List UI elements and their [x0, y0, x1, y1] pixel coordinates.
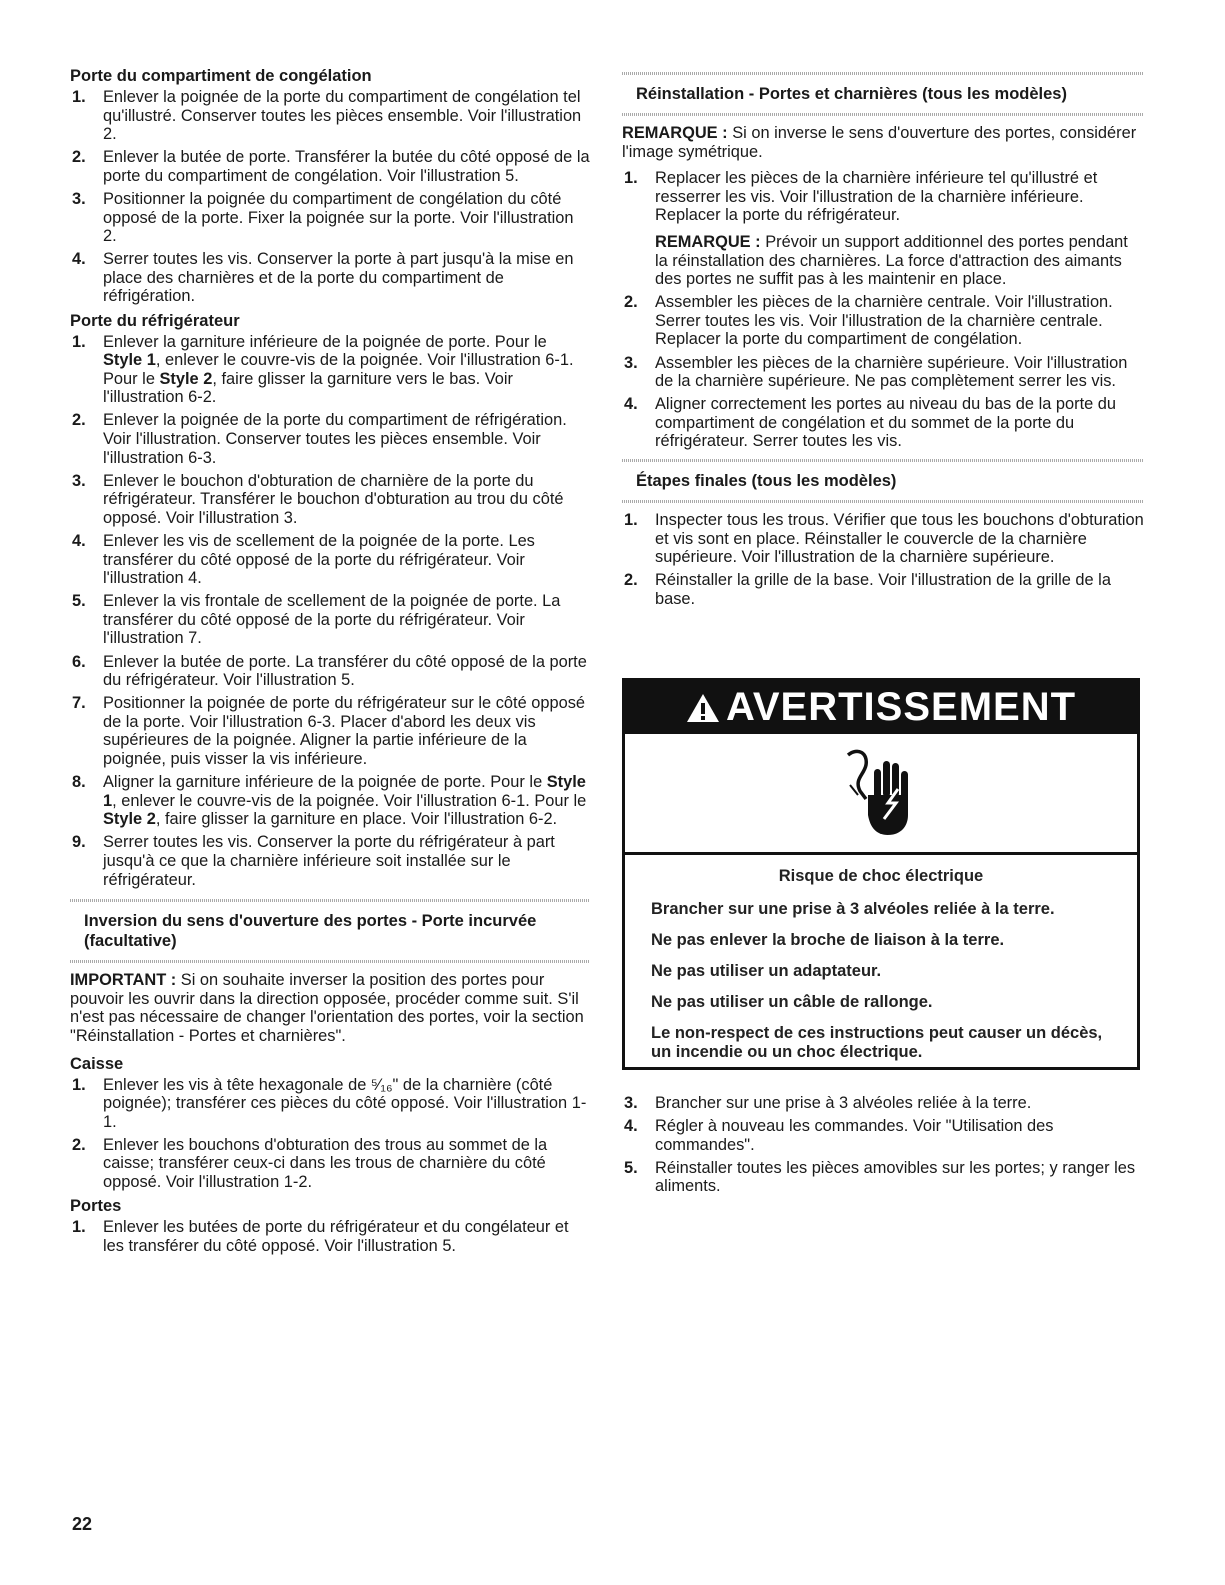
warning-text: [625, 855, 1137, 1062]
list-item: 4. Serrer toutes les vis. Conserver la porte à part jusqu'à la mise en place des charnières et de la porte du compartiment de réfrigération.: [72, 250, 574, 306]
list-item: 4. Régler à nouveau les commandes. Voir "Utilisation des commandes".: [624, 1117, 1054, 1154]
freezer-door-heading: Porte du compartiment de congélation: [70, 67, 372, 85]
inversion-section-header: [70, 899, 590, 963]
warning-risk: Risque de choc électrique: [778, 867, 984, 885]
reinstall-section-header: [622, 72, 1144, 116]
final-steps-section-header: [622, 459, 1144, 503]
list-item: 5. Réinstaller toutes les pièces amovibles sur les portes; y ranger les aliments.: [624, 1158, 1136, 1196]
left-column: [70, 66, 590, 1260]
warning-header: [625, 681, 1137, 734]
dotted-rule: [622, 459, 1144, 462]
list-item: 1. Replacer les pièces de la charnière inférieure tel qu'illustré et resserrer les vis. Voir l'illustration de la charnière inférieure. Replacer la porte du réfrigérateur. REMARQUE : Prévoir un support additionnel des portes pendant la réinstallation des charnières. La force d'attraction des aimants des portes ne suffit pas à les maintenir en place.: [622, 169, 1144, 289]
freezer-steps-list: [70, 88, 590, 306]
remarque-paragraph: REMARQUE : Si on inverse le sens d'ouverture des portes, considérer l'image symétrique.: [622, 124, 1137, 161]
list-item: 1. Enlever la poignée de la porte du compartiment de congélation tel qu'illustré. Conserver toutes les pièces ensemble. Voir l'illustration 2.: [72, 88, 582, 144]
right-column: [622, 72, 1144, 613]
list-item: 4. Enlever les vis de scellement de la poignée de la porte. Les transférer du côté opposé de la porte du réfrigérateur. Voir l'illustration 4.: [72, 531, 535, 588]
warning-line: Le non-respect de ces instructions peut causer un décès, un incendie ou un choc électrique.: [651, 1024, 1103, 1061]
list-item: 1. Inspecter tous les trous. Vérifier que tous les bouchons d'obturation et vis sont en place. Réinstaller le couvercle de la charnière supérieure. Voir l'illustration de la charnière supérieure.: [624, 511, 1144, 567]
dotted-rule: [622, 500, 1144, 503]
list-item: 4. Aligner correctement les portes au niveau du bas de la porte du compartiment de congélation et du sommet de la porte du réfrigérateur. Serrer toutes les vis.: [624, 395, 1117, 451]
list-item: 3. Enlever le bouchon d'obturation de charnière de la porte du réfrigérateur. Transférer le bouchon d'obturation au trou du côté opposé. Voir l'illustration 3.: [72, 471, 564, 527]
list-item: 3. Positionner la poignée du compartiment de congélation du côté opposé de la porte. Fixer la poignée sur la porte. Voir l'illustration 2.: [72, 189, 574, 246]
portes-steps-list: [70, 1218, 590, 1255]
list-item: 2. Enlever les bouchons d'obturation des trous au sommet de la caisse; transférer ceux-ci dans les trous de charnière du côté opposé. Voir l'illustration 1-2.: [72, 1135, 548, 1191]
list-item: 2. Assembler les pièces de la charnière centrale. Voir l'illustration. Serrer toutes les vis. Voir l'illustration de la charnière centrale. Replacer la porte du compartiment de congélation.: [624, 293, 1113, 349]
dotted-rule: [622, 113, 1144, 116]
fridge-steps-list: [70, 333, 590, 890]
page-number: 22: [72, 1514, 93, 1534]
warning-triangle-icon: [686, 693, 720, 723]
dotted-rule: [70, 960, 590, 963]
warning-line: Brancher sur une prise à 3 alvéoles reliée à la terre.: [651, 900, 1055, 918]
warning-title: AVERTISSEMENT: [725, 685, 1077, 729]
list-item: 1. Enlever la garniture inférieure de la poignée de porte. Pour le Style 1, enlever le couvre-vis de la poignée. Voir l'illustration 6-1. Pour le Style 2, faire glisser la garniture vers le bas. Voir l'illustration 6-2.: [72, 332, 574, 407]
electric-shock-hand-icon: [844, 745, 918, 841]
list-item: 5. Enlever la vis frontale de scellement de la poignée de porte. La transférer du côté opposé de la porte du réfrigérateur. Voir l'illustration 7.: [72, 592, 561, 648]
warning-line: Ne pas utiliser un adaptateur.: [651, 962, 882, 980]
final-steps-list: [622, 511, 1144, 608]
list-item: 1. Enlever les butées de porte du réfrigérateur et du congélateur et les transférer du côté opposé. Voir l'illustration 5.: [72, 1218, 569, 1255]
warning-line: Ne pas utiliser un câble de rallonge.: [651, 993, 933, 1011]
list-item: 6. Enlever la butée de porte. La transférer du côté opposé de la porte du réfrigérateur. Voir l'illustration 5.: [72, 652, 587, 690]
warning-icon-area: [625, 734, 1137, 855]
portes-heading: Portes: [70, 1197, 122, 1216]
caisse-steps-list: [70, 1076, 590, 1192]
warning-line: Ne pas enlever la broche de liaison à la terre.: [651, 931, 1005, 949]
dotted-rule: [622, 72, 1144, 75]
list-item: 1. Enlever les vis à tête hexagonale de ⁵⁄₁₆" de la charnière (côté poignée); transférer ces pièces du côté opposé. Voir l'illustration 1-1.: [72, 1075, 587, 1131]
list-item: 3. Assembler les pièces de la charnière supérieure. Voir l'illustration de la charnière supérieure. Ne pas complètement serrer les vis.: [624, 353, 1128, 391]
list-item: 7. Positionner la poignée de porte du réfrigérateur sur le côté opposé de la porte. Voir l'illustration 6-3. Placer d'abord les deux vis supérieures de la poignée. Aligner la partie inférieure de la poignée, puis visser la vis inférieure.: [72, 694, 586, 768]
warning-box: [622, 678, 1140, 1070]
reinstall-heading: Réinstallation - Portes et charnières (tous les modèles): [636, 85, 1067, 103]
fridge-door-heading: Porte du réfrigérateur: [70, 311, 240, 330]
caisse-heading: Caisse: [70, 1054, 124, 1073]
final-steps-heading: Étapes finales (tous les modèles): [636, 472, 897, 490]
list-item: 9. Serrer toutes les vis. Conserver la porte du réfrigérateur à part jusqu'à ce que la charnière inférieure soit installée sur le réfrigérateur.: [72, 833, 555, 889]
door-support-note: REMARQUE : Prévoir un support additionnel des portes pendant la réinstallation des charnières. La force d'attraction des aimants des portes ne suffit pas à les maintenir en place.: [655, 232, 1128, 289]
list-item: 2. Réinstaller la grille de la base. Voir l'illustration de la grille de la base.: [624, 571, 1111, 608]
important-paragraph: IMPORTANT : Si on souhaite inverser la position des portes pour pouvoir les ouvrir dans la direction opposée, procéder comme suit. S'il n'est pas nécessaire de changer l'orientation des portes, voir la section "Réinstallation - Portes et charnières".: [70, 971, 584, 1045]
inversion-heading: Inversion du sens d'ouverture des portes - Porte incurvée (facultative): [84, 912, 537, 951]
after-warning-steps-list: [622, 1094, 1144, 1196]
list-item: 2. Enlever la poignée de la porte du compartiment de réfrigération. Voir l'illustration. Conserver toutes les pièces ensemble. Voir l'illustration 6-3.: [72, 411, 567, 467]
dotted-rule: [70, 899, 590, 902]
list-item: 3. Brancher sur une prise à 3 alvéoles reliée à la terre.: [624, 1094, 1032, 1112]
list-item: 2. Enlever la butée de porte. Transférer la butée du côté opposé de la porte du compartiment de congélation. Voir l'illustration 5.: [72, 148, 590, 185]
reinstall-steps-list: [622, 169, 1144, 451]
right-column-lower: [622, 1094, 1144, 1200]
list-item: 8. Aligner la garniture inférieure de la poignée de porte. Pour le Style 1, enlever le couvre-vis de la poignée. Voir l'illustration 6-1. Pour le Style 2, faire glisser la garniture en place. Voir l'illustration 6-2.: [72, 773, 587, 829]
